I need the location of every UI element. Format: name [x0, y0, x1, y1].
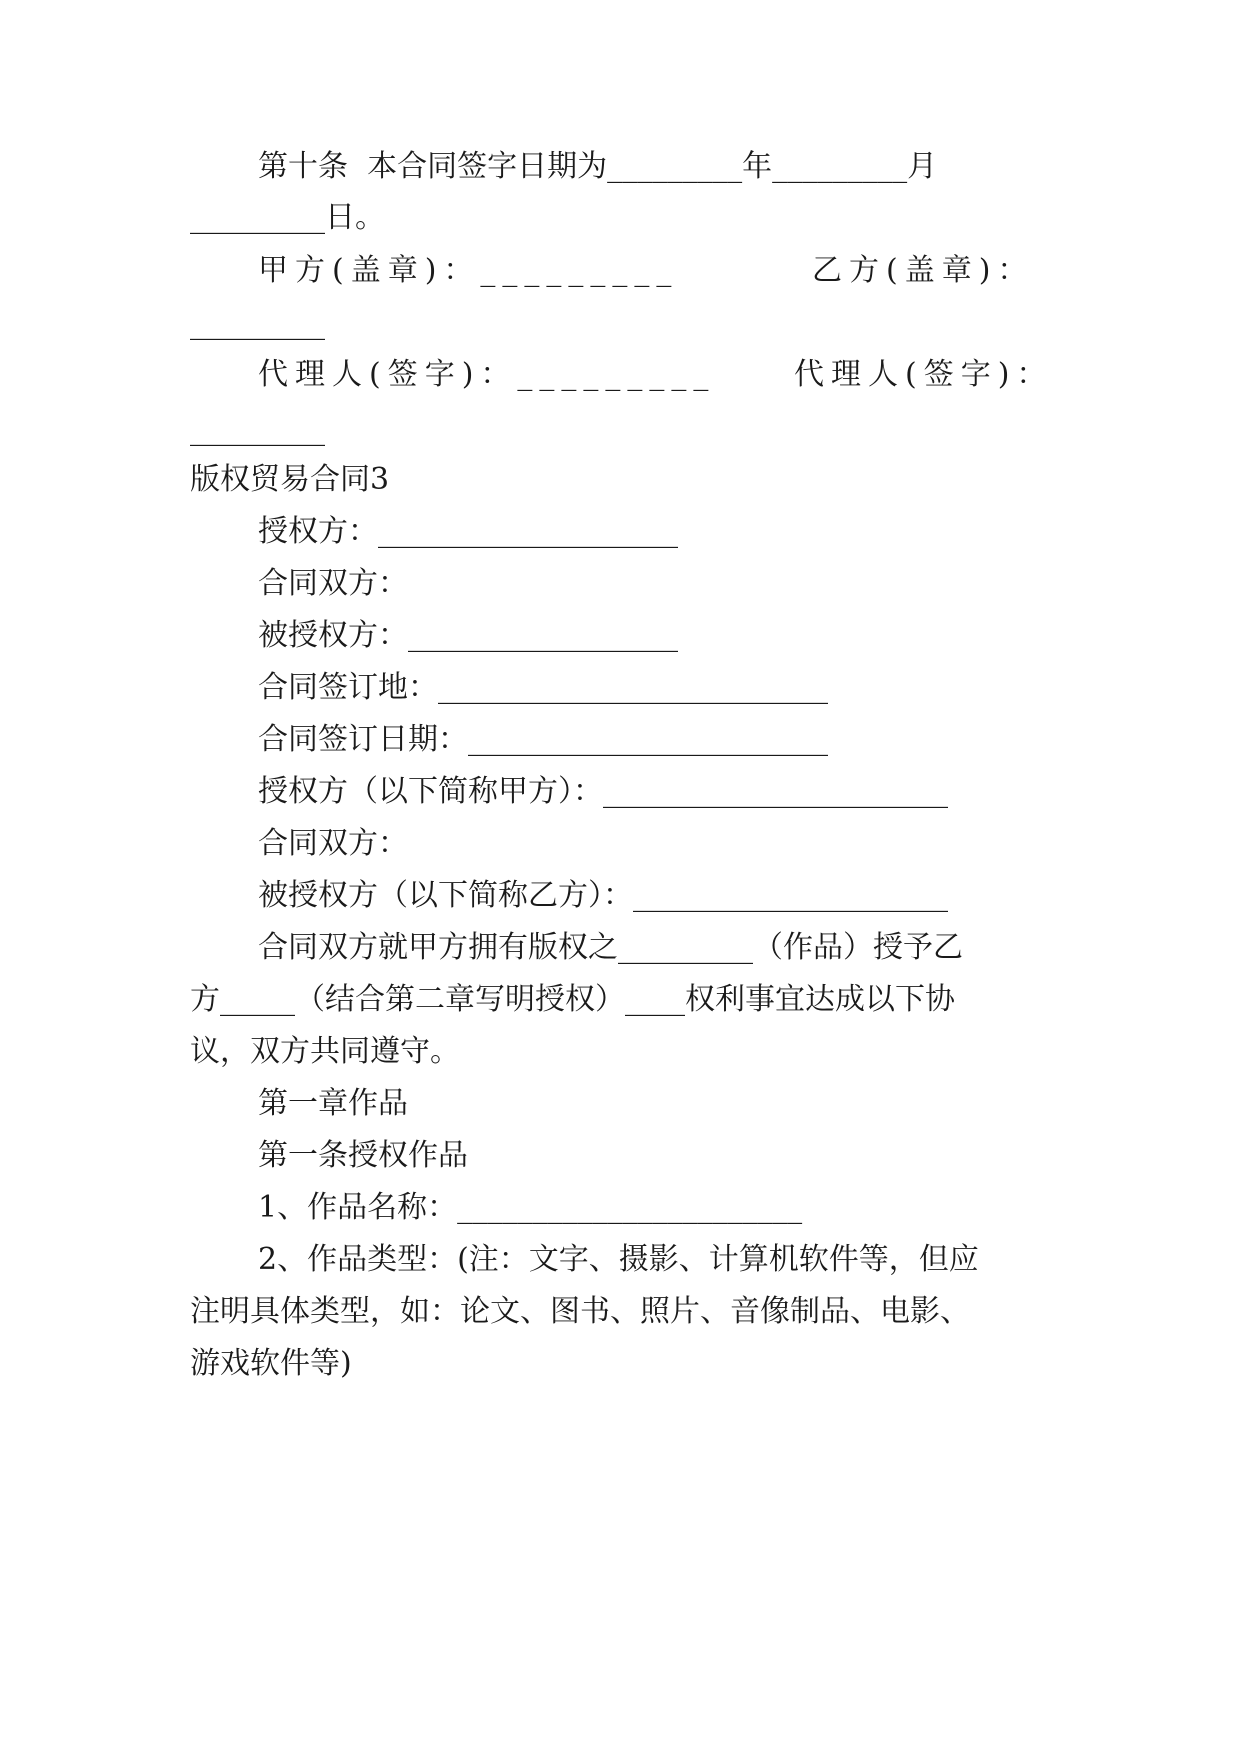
article-10-signing-date-cont: _________日。	[190, 200, 385, 235]
licensor-party-a-field: 授权方（以下简称甲方）：_______________________	[258, 774, 948, 809]
contract-parties-label: 合同双方：	[258, 566, 408, 601]
licensee-party-b-field: 被授权方（以下简称乙方）：_____________________	[258, 878, 948, 913]
agent-b-signature-label: 代理人(签字)：	[794, 357, 1054, 392]
party-b-seal-blank: _________	[190, 306, 325, 341]
agent-b-signature-blank: _________	[190, 412, 325, 447]
work-type-line-1: 2、作品类型：(注：文字、摄影、计算机软件等，但应	[258, 1242, 979, 1277]
work-type-line-2: 注明具体类型，如：论文、图书、照片、音像制品、电影、	[190, 1294, 970, 1329]
agent-a-signature-line: 代理人(签字)：_________	[258, 357, 716, 392]
licensee-field: 被授权方：__________________	[258, 618, 678, 653]
signing-date-field: 合同签订日期：________________________	[258, 722, 828, 757]
preamble-line-1: 合同双方就甲方拥有版权之_________（作品）授予乙	[258, 930, 963, 965]
party-a-seal-line: 甲方(盖章)：_________	[258, 253, 679, 288]
article-10-signing-date: 第十条 本合同签字日期为_________年_________月	[258, 149, 938, 184]
contract-parties-label-2: 合同双方：	[258, 826, 408, 861]
licensor-field: 授权方：____________________	[258, 514, 678, 549]
document-title: 版权贸易合同3	[190, 462, 390, 497]
work-name-field: 1、作品名称：_______________________	[258, 1190, 803, 1225]
article-1-heading: 第一条授权作品	[258, 1138, 468, 1173]
work-type-line-3: 游戏软件等)	[190, 1346, 352, 1381]
chapter-1-heading: 第一章作品	[258, 1086, 408, 1121]
preamble-line-3: 议，双方共同遵守。	[190, 1034, 460, 1069]
signing-place-field: 合同签订地：__________________________	[258, 670, 828, 705]
party-b-seal-label: 乙方(盖章)：	[812, 253, 1035, 288]
preamble-line-2: 方_____（结合第二章写明授权）____权利事宜达成以下协	[190, 982, 955, 1017]
